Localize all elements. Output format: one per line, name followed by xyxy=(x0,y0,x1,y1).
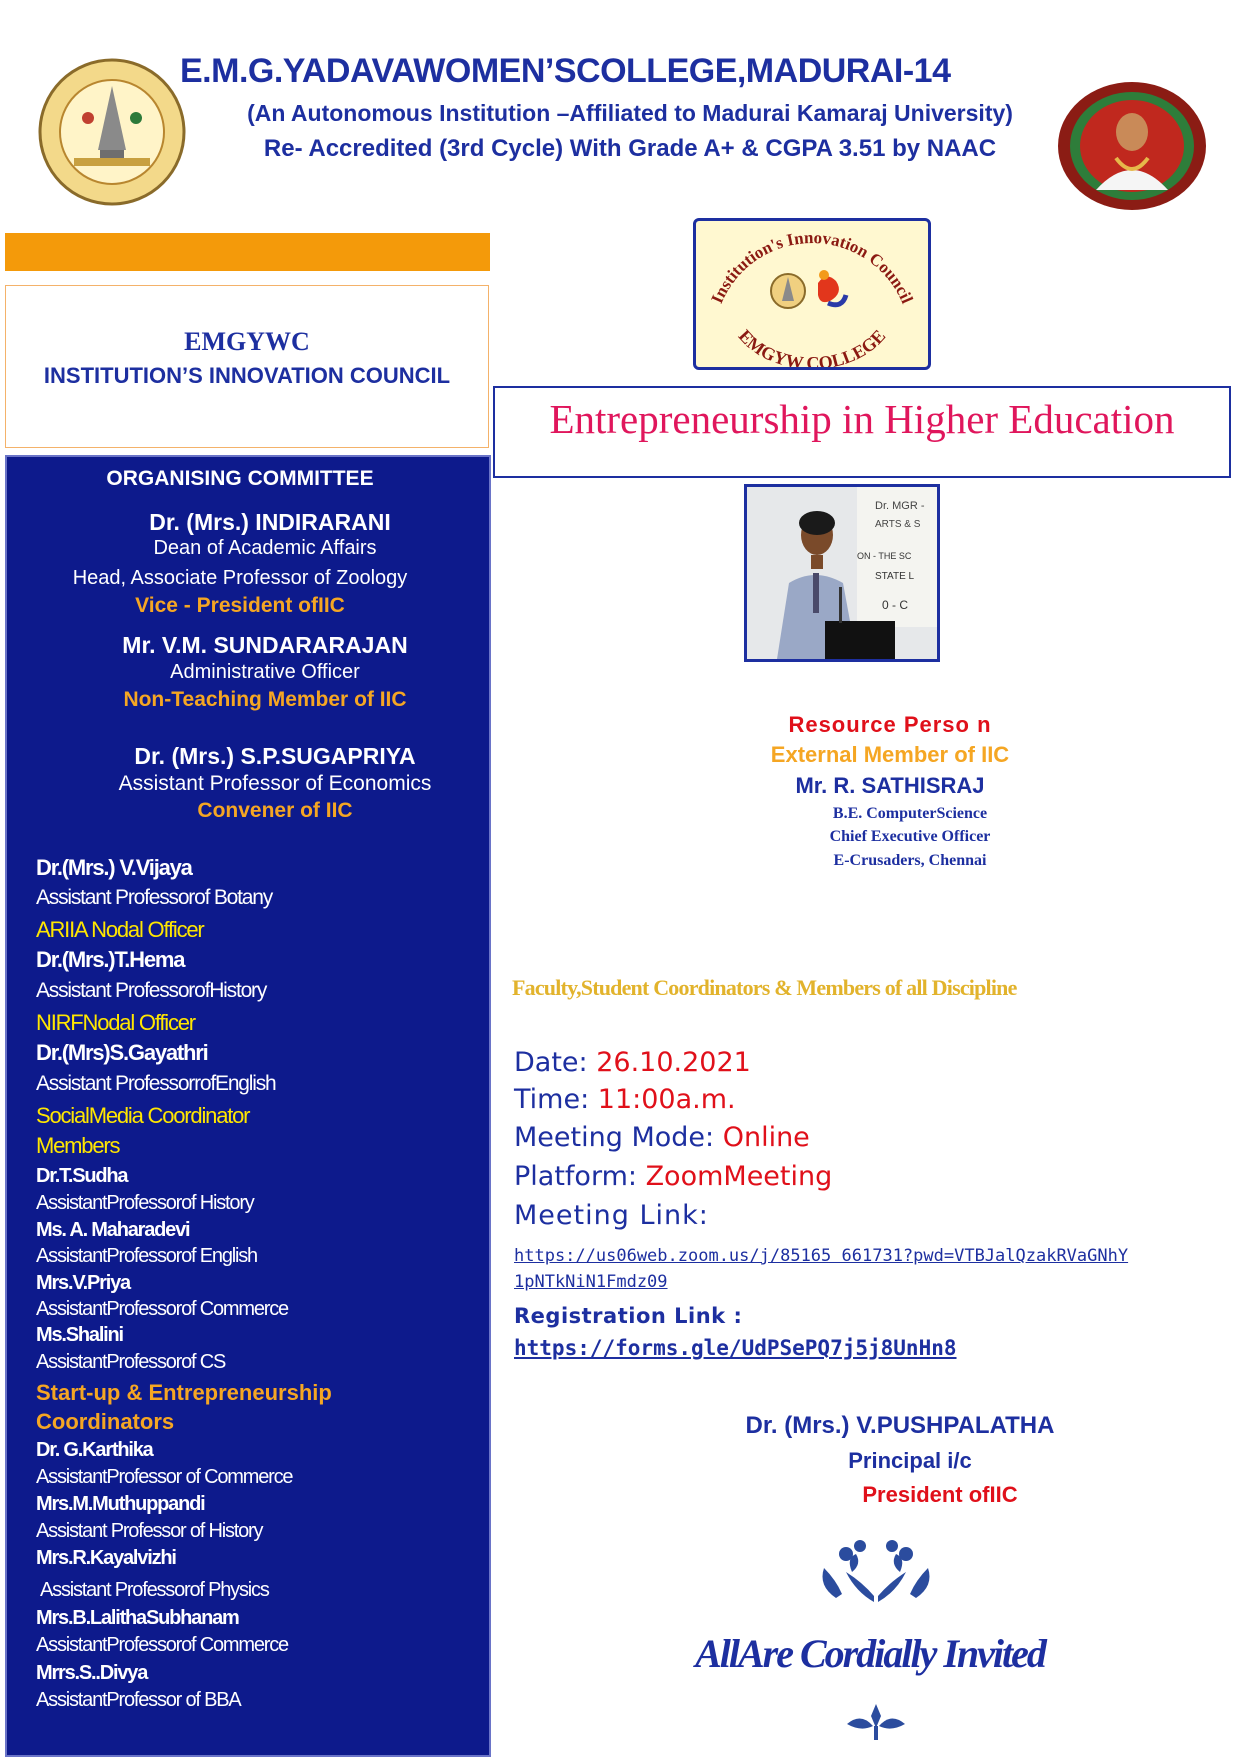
college-affiliation: (An Autonomous Institution –Affiliated to Madurai Kamaraj University) xyxy=(247,100,1013,126)
platform-row xyxy=(514,1161,832,1192)
date-label: Date: xyxy=(514,1047,588,1078)
resource-person-qualification: B.E. ComputerScience xyxy=(832,805,988,822)
audience-line: Faculty,Student Coordinators & Members of all Discipline xyxy=(512,975,1017,1000)
coordinator-name: Mrrs.S..Divya xyxy=(36,1662,148,1684)
time-value: 11:00a.m. xyxy=(597,1084,736,1115)
startup-heading: Coordinators xyxy=(36,1409,175,1434)
meeting-link-label: Meeting Link: xyxy=(514,1200,709,1231)
officer-title: NIRFNodal Officer xyxy=(36,1010,195,1035)
leader-name: Dr. (Mrs.) INDIRARANI xyxy=(149,509,391,535)
resource-person-name: Mr. R. SATHISRAJ xyxy=(795,773,985,798)
member-name: Ms.Shalini xyxy=(36,1324,123,1346)
meeting-link[interactable]: https://us06web.zoom.us/j/85165 661731?pwd=VTBJalQzakRVaGNhY xyxy=(514,1246,1129,1266)
coordinator-role: Assistant Professor of History xyxy=(36,1520,263,1542)
committee-heading: ORGANISING COMMITTEE xyxy=(106,467,374,490)
iic-logo-text-bottom: EMGYW COLLEGE xyxy=(734,325,890,367)
officer-name: Dr.(Mrs.) V.Vijaya xyxy=(36,855,192,880)
bottom-ornament-icon xyxy=(843,1702,909,1742)
svg-text:Institution's Innovation Counc xyxy=(707,228,917,306)
leader-title: Vice - President ofIIC xyxy=(135,594,345,617)
officer-title: ARIIA Nodal Officer xyxy=(36,917,204,942)
iic-logo xyxy=(693,218,931,370)
coordinator-role: AssistantProfessor of Commerce xyxy=(36,1466,293,1488)
founder-portrait xyxy=(1056,80,1208,212)
members-heading: Members xyxy=(36,1133,120,1158)
platform-label: Platform: xyxy=(514,1161,637,1192)
college-logo xyxy=(38,58,186,206)
closing-invitation: AllAre Cordially Invited xyxy=(695,1631,1045,1676)
leader-role: Dean of Academic Affairs xyxy=(153,537,377,559)
accreditation-line: Re- Accredited (3rd Cycle) With Grade A+ & CGPA 3.51 by NAAC xyxy=(263,135,997,162)
principal-title: President ofIIC xyxy=(862,1482,1018,1507)
member-name: Dr.T.Sudha xyxy=(36,1165,128,1187)
member-name: Ms. A. Maharadevi xyxy=(36,1219,190,1241)
banner-text: ARTS & S xyxy=(875,519,921,530)
principal-role: Principal i/c xyxy=(848,1448,972,1473)
registration-label: Registration Link : xyxy=(514,1304,743,1328)
officer-role: Assistant Professorof Botany xyxy=(36,886,273,909)
leader-role: Assistant Professor of Economics xyxy=(118,772,432,795)
leader-title: Convener of IIC xyxy=(197,799,353,822)
leader-role: Administrative Officer xyxy=(170,661,360,683)
principal-name: Dr. (Mrs.) V.PUSHPALATHA xyxy=(745,1412,1055,1439)
iic-full-name: INSTITUTION’S INNOVATION COUNCIL xyxy=(43,363,451,388)
member-role: AssistantProfessorof English xyxy=(36,1245,257,1267)
banner-text: ON - THE SC xyxy=(857,551,912,561)
officer-name: Dr.(Mrs)S.Gayathri xyxy=(36,1040,208,1065)
coordinator-name: Dr. G.Karthika xyxy=(36,1439,153,1461)
officer-role: Assistant ProfessorrofEnglish xyxy=(36,1072,276,1095)
coordinator-role: Assistant Professorof Physics xyxy=(40,1579,269,1601)
startup-heading: Start-up & Entrepreneurship xyxy=(36,1380,332,1405)
iic-short-name: EMGYWC xyxy=(184,327,310,356)
resource-person-photo xyxy=(744,484,940,662)
leader-name: Mr. V.M. SUNDARARAJAN xyxy=(122,632,408,658)
officer-role: Assistant ProfessorofHistory xyxy=(36,979,267,1002)
floral-ornament-icon xyxy=(816,1532,936,1606)
meeting-link-continued[interactable]: 1pNTkNiN1Fmdz09 xyxy=(514,1272,668,1292)
member-name: Mrs.V.Priya xyxy=(36,1272,130,1294)
svg-text:EMGYW COLLEGE xyxy=(735,326,890,367)
date-value: 26.10.2021 xyxy=(596,1047,751,1078)
member-role: AssistantProfessorof CS xyxy=(36,1351,226,1373)
officer-title: SocialMedia Coordinator xyxy=(36,1103,250,1128)
time-label: Time: xyxy=(514,1084,590,1115)
college-name: E.M.G.YADAVAWOMEN’SCOLLEGE,MADURAI-14 xyxy=(180,52,951,90)
orange-banner xyxy=(5,233,490,271)
iic-logo-text-top: Institution's Innovation Council xyxy=(707,227,917,307)
time-row xyxy=(514,1084,736,1115)
coordinator-name: Mrs.M.Muthuppandi xyxy=(36,1493,205,1515)
member-role: AssistantProfessorof Commerce xyxy=(36,1298,288,1320)
banner-text: 0 - C xyxy=(882,598,909,612)
platform-value: ZoomMeeting xyxy=(645,1161,833,1192)
leader-role: Head, Associate Professor of Zoology xyxy=(72,567,408,589)
event-theme: Entrepreneurship in Higher Education xyxy=(549,396,1175,442)
registration-link[interactable]: https://forms.gle/UdPSePQ7j5j8UnHn8 xyxy=(514,1336,957,1360)
mode-row xyxy=(514,1122,810,1153)
coordinator-name: Mrs.B.LalithaSubhanam xyxy=(36,1607,239,1629)
officer-name: Dr.(Mrs.)T.Hema xyxy=(36,947,185,972)
mode-label: Meeting Mode: xyxy=(514,1122,715,1153)
mode-value: Online xyxy=(722,1122,810,1153)
coordinator-role: AssistantProfessor of BBA xyxy=(36,1689,241,1711)
banner-text: STATE L xyxy=(875,571,915,582)
resource-person-heading: Resource Perso n xyxy=(788,712,992,737)
date-row xyxy=(514,1047,751,1078)
leader-name: Dr. (Mrs.) S.P.SUGAPRIYA xyxy=(134,743,416,769)
member-role: AssistantProfessorof History xyxy=(36,1192,254,1214)
leader-title: Non-Teaching Member of IIC xyxy=(123,688,407,711)
resource-person-company: E-Crusaders, Chennai xyxy=(833,852,987,869)
coordinator-name: Mrs.R.Kayalvizhi xyxy=(36,1547,176,1569)
coordinator-role: AssistantProfessorof Commerce xyxy=(36,1634,288,1656)
resource-person-role: External Member of IIC xyxy=(770,742,1010,767)
resource-person-designation: Chief Executive Officer xyxy=(829,828,991,845)
banner-text: Dr. MGR - xyxy=(875,500,925,512)
